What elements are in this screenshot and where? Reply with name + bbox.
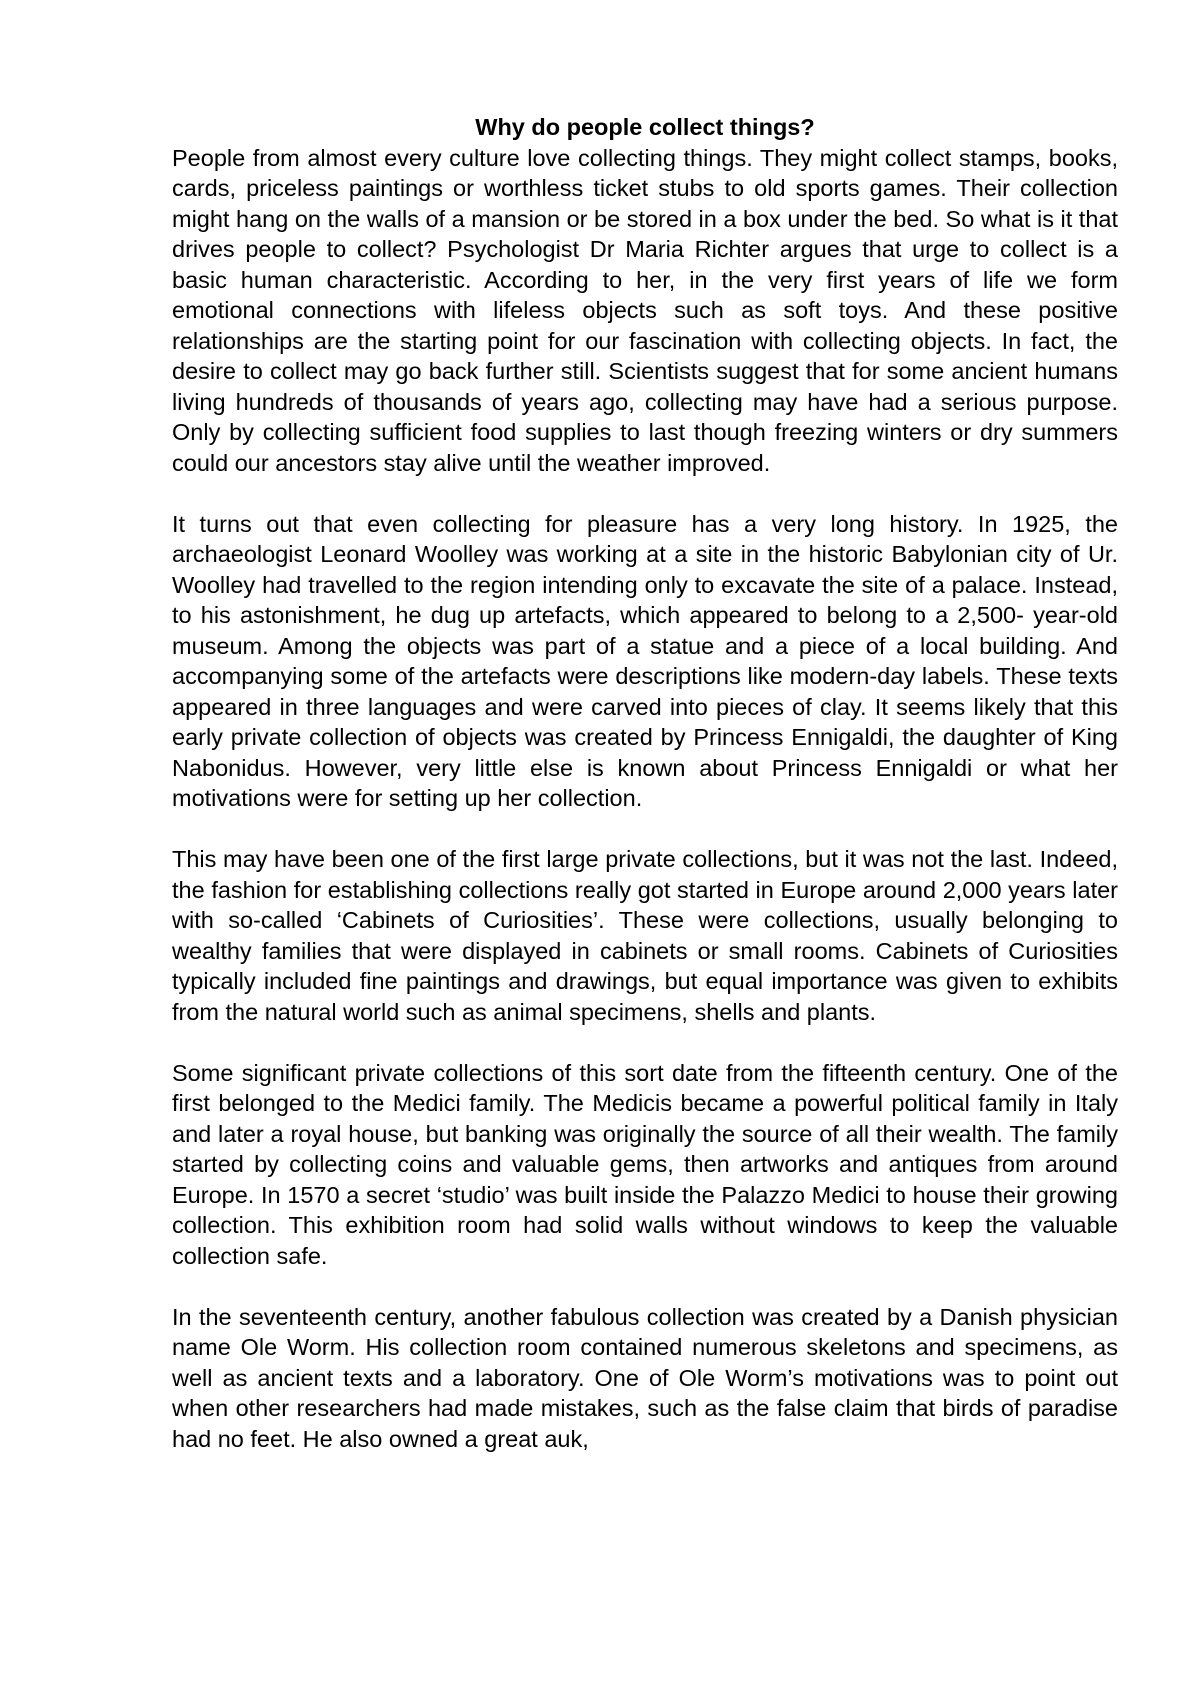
paragraph-4: Some significant private collections of this sort date from the fifteenth century. One of the first belonged to the Medici family. The Medicis became a powerful political family in Italy and later a royal house, but banking was originally the source of all their wealth. The family started by collecting coins and valuable gems, then artworks and antiques from around Europe. In 1570 a secret ‘studio’ was built inside the Palazzo Medici to house their growing collection. This exhibition room had solid walls without windows to keep the valuable collection safe.	[172, 1059, 1118, 1269]
document-page	[172, 112, 1118, 1485]
document-title: Why do people collect things?	[475, 114, 815, 140]
paragraph-3: This may have been one of the first large private collections, but it was not the last. Indeed, the fashion for establishing collections really got started in Europe around 2,000 years later with so-called ‘Cabinets of Curiosities’. These were collections, usually belonging to wealthy families that were displayed in cabinets or small rooms. Cabinets of Curiosities typically included fine paintings and drawings, but equal importance was given to exhibits from the natural world such as animal specimens, shells and plants.	[172, 846, 1118, 1025]
paragraph-2: It turns out that even collecting for pleasure has a very long history. In 1925, the archaeologist Leonard Woolley was working at a site in the historic Babylonian city of Ur. Woolley had travelled to the region intending only to excavate the site of a palace. Instead, to his astonishment, he dug up artefacts, which appeared to belong to a 2,500- year-old museum. Among the objects was part of a statue and a piece of a local building. And accompanying some of the artefacts were descriptions like modern-day labels. These texts appeared in three languages and were carved into pieces of clay. It seems likely that this early private collection of objects was created by Princess Ennigaldi, the daughter of King Nabonidus. However, very little else is known about Princess Ennigaldi or what her motivations were for setting up her collection.	[172, 510, 1118, 811]
paragraph-5: In the seventeenth century, another fabulous collection was created by a Danish physician name Ole Worm. His collection room contained numerous skeletons and specimens, as well as ancient texts and a laboratory. One of Ole Worm’s motivations was to point out when other researchers had made mistakes, such as the false claim that birds of paradise had no feet. He also owned a great auk,	[172, 1303, 1118, 1452]
paragraph-1: People from almost every culture love collecting things. They might collect stamps, books, cards, priceless paintings or worthless ticket stubs to old sports games. Their collection might hang on the walls of a mansion or be stored in a box under the bed. So what is it that drives people to collect? Psychologist Dr Maria Richter argues that urge to collect is a basic human characteristic. According to her, in the very first years of life we form emotional connections with lifeless objects such as soft toys. And these positive relationships are the starting point for our fascination with collecting objects. In fact, the desire to collect may go back further still. Scientists suggest that for some ancient humans living hundreds of thousands of years ago, collecting may have had a serious purpose. Only by collecting sufficient food supplies to last though freezing winters or dry summers could our ancestors stay alive until the weather improved.	[172, 144, 1118, 476]
